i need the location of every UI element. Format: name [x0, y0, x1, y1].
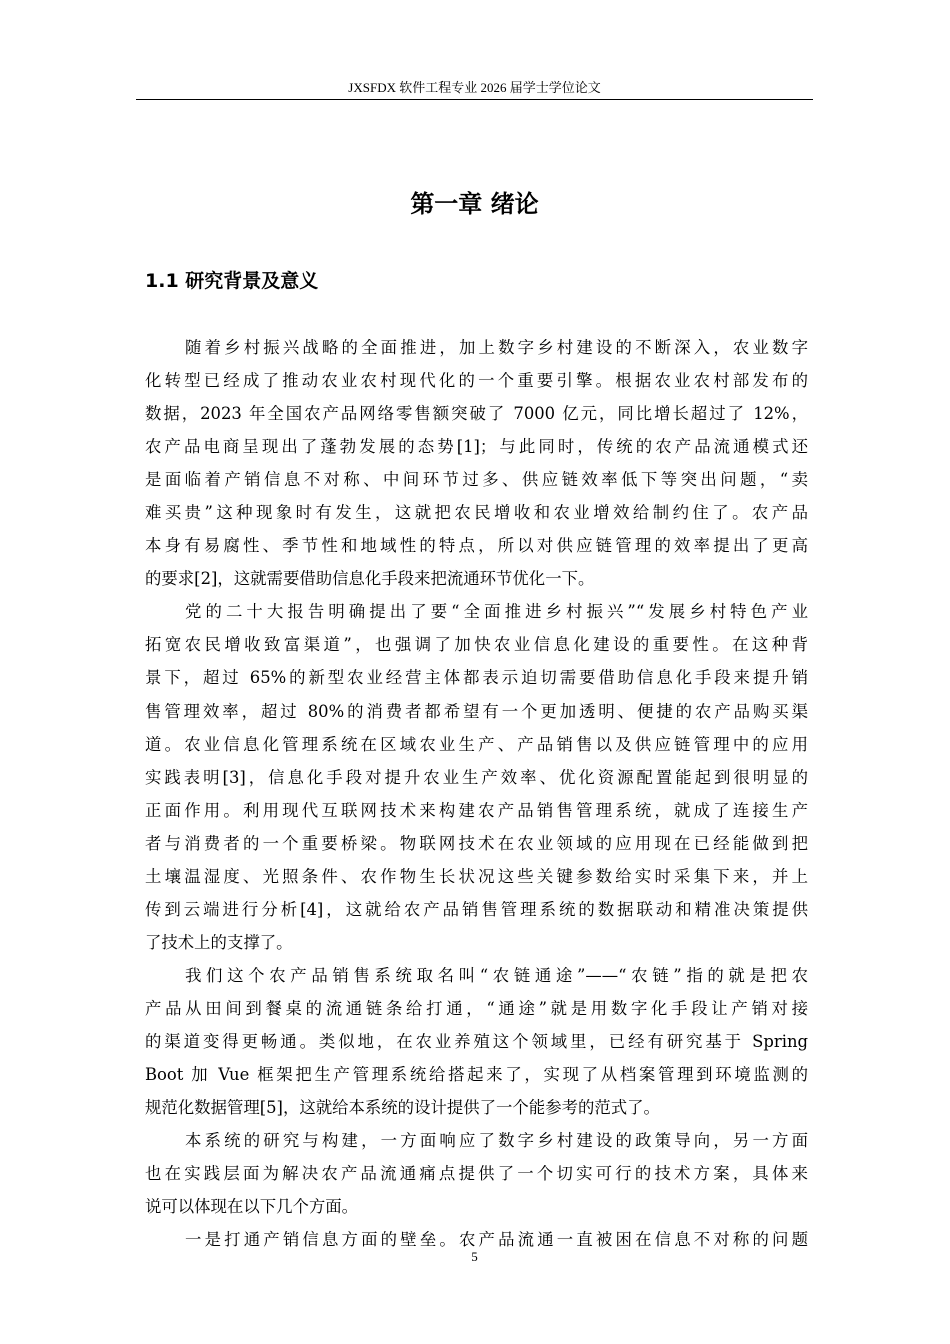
text-line: 也在实践层面为解决农产品流通痛点提供了一个切实可行的技术方案，具体来	[145, 1164, 808, 1184]
text-line: 说可以体现在以下几个方面。	[145, 1197, 359, 1217]
paragraph	[145, 1124, 808, 1223]
text-line: 化转型已经成了推动农业农村现代化的一个重要引擎。根据农业农村部发布的	[145, 371, 808, 391]
text-line: 数据，2023 年全国农产品网络零售额突破了 7000 亿元，同比增长超过了 12%，	[145, 404, 808, 424]
text-line: 景下，超过 65%的新型农业经营主体都表示迫切需要借助信息化手段来提升销	[145, 668, 808, 688]
text-line: 随着乡村振兴战略的全面推进，加上数字乡村建设的不断深入，农业数字	[185, 338, 808, 357]
text-line: 的渠道变得更畅通。类似地，在农业养殖这个领域里，已经有研究基于 Spring	[145, 1031, 808, 1051]
text-line: 售管理效率，超过 80%的消费者都希望有一个更加透明、便捷的农产品购买渠	[145, 701, 808, 721]
running-header: JXSFDX 软件工程专业 2026 届学士学位论文	[348, 80, 601, 95]
text-line: 本身有易腐性、季节性和地域性的特点，所以对供应链管理的效率提出了更高	[145, 536, 808, 556]
text-line: 正面作用。利用现代互联网技术来构建农产品销售管理系统，就成了连接生产	[145, 800, 808, 820]
text-line: 的要求[2]，这就需要借助信息化手段来把流通环节优化一下。	[145, 569, 595, 589]
header-rule	[136, 99, 813, 100]
section-title: 1.1 研究背景及意义	[145, 270, 319, 292]
text-line: 实践表明[3]，信息化手段对提升农业生产效率、优化资源配置能起到很明显的	[145, 767, 808, 787]
page-number: 5	[471, 1249, 478, 1264]
text-line: 我们这个农产品销售系统取名叫“农链通途”——“农链”指的就是把农	[185, 965, 808, 985]
text-line: 了技术上的支撑了。	[145, 932, 293, 952]
text-line: 本系统的研究与构建，一方面响应了数字乡村建设的政策导向，另一方面	[185, 1131, 808, 1151]
paragraph	[145, 595, 808, 959]
paragraph	[145, 959, 808, 1124]
paragraph	[145, 331, 808, 595]
text-line: 农产品电商呈现出了蓬勃发展的态势[1]；与此同时，传统的农产品流通模式还	[145, 437, 808, 457]
text-line: 一是打通产销信息方面的壁垒。农产品流通一直被困在信息不对称的问题	[185, 1230, 808, 1250]
text-line: 党的二十大报告明确提出了要“全面推进乡村振兴”“发展乡村特色产业	[185, 602, 808, 622]
body-text	[145, 331, 808, 1256]
text-line: 产品从田间到餐桌的流通链条给打通，“通途”就是用数字化手段让产销对接	[145, 998, 808, 1018]
text-line: 难买贵”这种现象时有发生，这就把农民增收和农业增效给制约住了。农产品	[145, 503, 808, 523]
text-line: 道。农业信息化管理系统在区域农业生产、产品销售以及供应链管理中的应用	[145, 734, 808, 754]
text-line: Boot 加 Vue 框架把生产管理系统给搭起来了，实现了从档案管理到环境监测的	[145, 1065, 808, 1085]
chapter-title: 第一章 绪论	[410, 190, 539, 218]
text-line: 规范化数据管理[5]，这就给本系统的设计提供了一个能参考的范式了。	[145, 1098, 660, 1118]
text-line: 是面临着产销信息不对称、中间环节过多、供应链效率低下等突出问题，“卖	[145, 470, 808, 490]
text-line: 拓宽农民增收致富渠道”，也强调了加快农业信息化建设的重要性。在这种背	[145, 635, 808, 655]
text-line: 土壤温湿度、光照条件、农作物生长状况这些关键参数给实时采集下来，并上	[145, 866, 808, 886]
text-line: 者与消费者的一个重要桥梁。物联网技术在农业领域的应用现在已经能做到把	[145, 833, 808, 853]
text-line: 传到云端进行分析[4]，这就给农产品销售管理系统的数据联动和精准决策提供	[145, 899, 808, 919]
